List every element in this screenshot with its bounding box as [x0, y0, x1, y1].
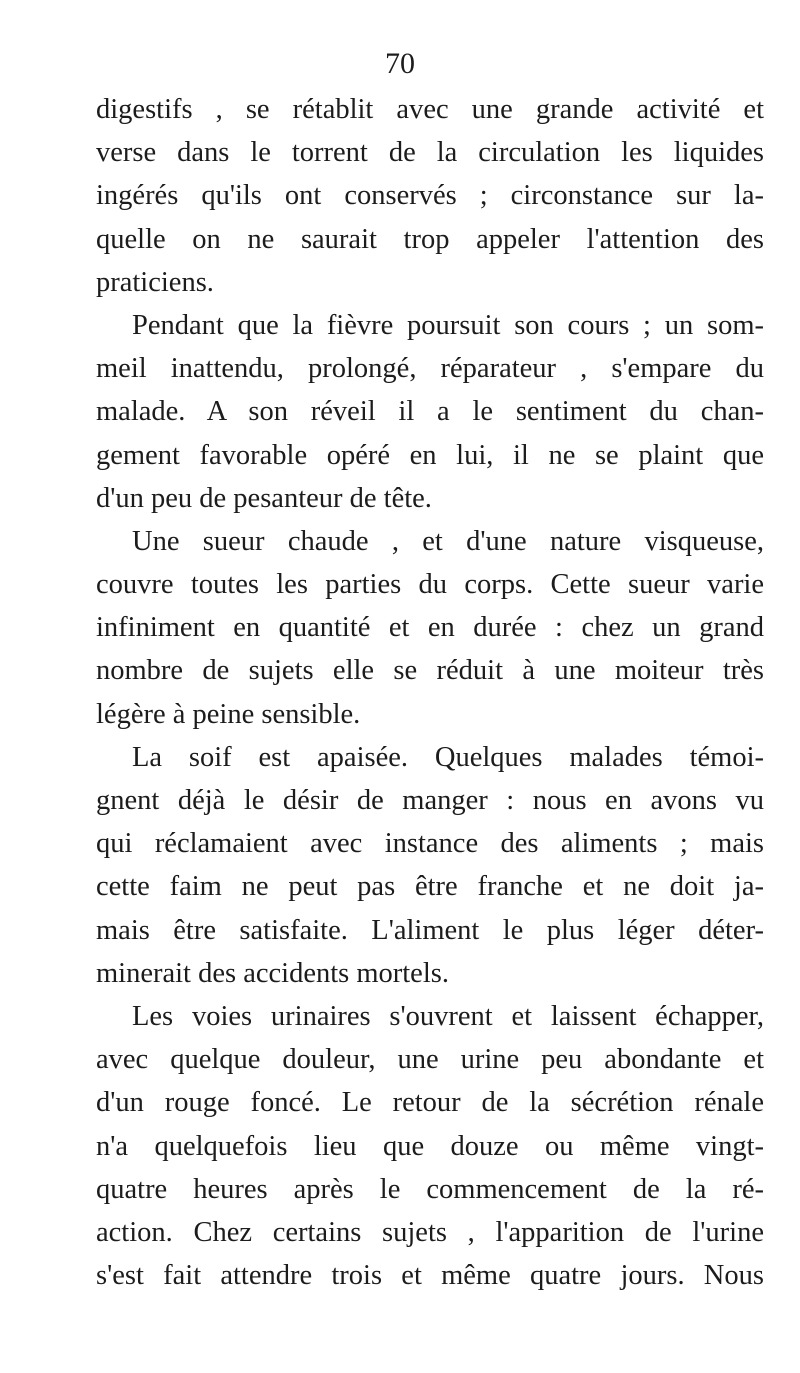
text-line: Une sueur chaude , et d'une nature visqueuse, — [132, 525, 764, 557]
text-line: n'a quelquefois lieu que douze ou même vingt- — [96, 1130, 764, 1162]
text-line: d'un peu de pesanteur de tête. — [96, 482, 432, 514]
text-line: quelle on ne saurait trop appeler l'attention des — [96, 223, 764, 255]
text-line: nombre de sujets elle se réduit à une moiteur très — [96, 655, 764, 687]
text-line: Pendant que la fièvre poursuit son cours ; un som- — [132, 309, 764, 341]
text-line: avec quelque douleur, une urine peu abondante et — [96, 1044, 764, 1076]
text-line: minerait des accidents mortels. — [96, 957, 449, 989]
text-line: meil inattendu, prolongé, réparateur , s'empare du — [96, 353, 764, 385]
text-line: s'est fait attendre trois et même quatre jours. Nous — [96, 1260, 764, 1292]
text-line: cette faim ne peut pas être franche et ne doit ja- — [96, 871, 764, 903]
text-line: ingérés qu'ils ont conservés ; circonstance sur la- — [96, 180, 764, 212]
text-line: digestifs , se rétablit avec une grande activité et — [96, 94, 764, 125]
text-line: gement favorable opéré en lui, il ne se plaint que — [96, 439, 764, 471]
text-line: d'un rouge foncé. Le retour de la sécrétion rénale — [96, 1087, 764, 1119]
text-line: action. Chez certains sujets , l'apparition de l'urine — [96, 1216, 764, 1248]
text-line: praticiens. — [96, 266, 214, 298]
text-line: verse dans le torrent de la circulation les liquides — [96, 137, 764, 169]
body-text — [96, 88, 764, 1297]
text-line: infiniment en quantité et en durée : chez un grand — [96, 612, 764, 644]
text-line: couvre toutes les parties du corps. Cette sueur varie — [96, 569, 764, 601]
text-line: légère à peine sensible. — [96, 698, 361, 730]
text-line: Les voies urinaires s'ouvrent et laissent échapper, — [132, 1000, 764, 1032]
text-line: La soif est apaisée. Quelques malades témoi- — [132, 741, 764, 773]
text-line: gnent déjà le désir de manger : nous en avons vu — [96, 785, 764, 816]
text-line: qui réclamaient avec instance des aliments ; mais — [96, 828, 764, 860]
text-line: malade. A son réveil il a le sentiment du chan- — [96, 396, 764, 428]
text-line: mais être satisfaite. L'aliment le plus léger déter- — [96, 914, 764, 946]
text-line: quatre heures après le commencement de la ré- — [96, 1173, 764, 1205]
page-number: 70 — [385, 47, 415, 80]
